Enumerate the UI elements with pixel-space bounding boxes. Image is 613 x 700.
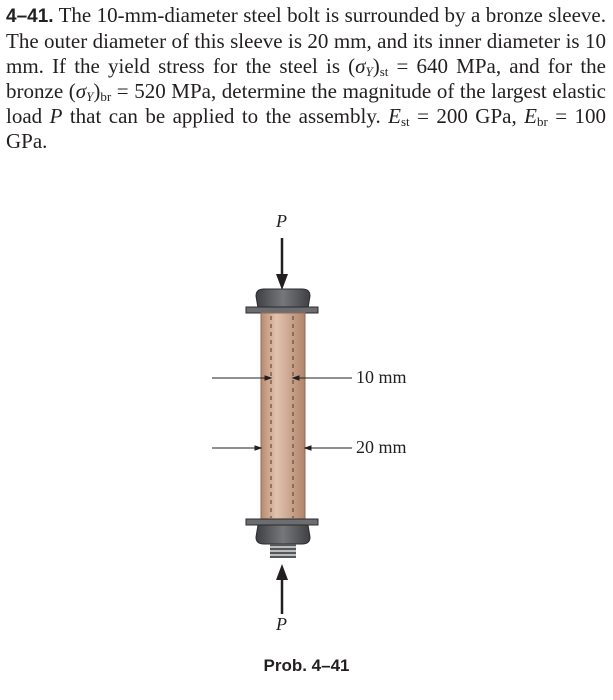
problem-text: that can be applied to the assembly. [62,104,389,128]
sub-y: Y [86,89,94,104]
sub-st: st [400,114,410,129]
sub-y: Y [365,64,373,79]
outer-diameter-label: 20 mm [356,437,407,457]
sigma-symbol: σ [355,54,366,78]
paren: ) [372,54,380,78]
load-label-top: P [276,211,287,231]
figure-caption: Prob. 4–41 [263,656,350,675]
inner-diameter-label: 10 mm [356,367,407,387]
bolt-head [256,289,310,308]
modulus-symbol: E [388,104,401,128]
sub-br: br [100,89,112,104]
paren: ) [93,79,101,103]
load-symbol: P [49,104,63,128]
problem-text: The 10-mm-diameter steel bolt is surrounded by a bronze sleeve. The outer diameter of this sleeve is 20 mm, and its inner diameter is 10 mm. If the yield stress for the steel is ( [6,3,606,78]
bronze-sleeve [261,313,305,520]
nut [256,525,310,544]
modulus-symbol: E [524,104,537,128]
sub-br: br [536,114,548,129]
bolt-thread [270,544,296,558]
problem-text: = 100 GPa. [6,104,607,153]
load-label-bottom: P [276,614,287,634]
top-load-arrow [276,238,288,290]
top-washer [246,307,318,313]
problem-number: 4–41. [6,6,54,27]
problem-text: = 200 GPa, [409,104,525,128]
bottom-load-arrow [276,564,288,614]
sub-st: st [379,64,389,79]
problem-text: = 640 MPa, and for the bronze ( [6,54,606,103]
sigma-symbol: σ [75,79,87,103]
bottom-washer [246,519,318,525]
problem-text: = 520 MPa, determine the magnitude of the largest elastic load [6,79,606,128]
